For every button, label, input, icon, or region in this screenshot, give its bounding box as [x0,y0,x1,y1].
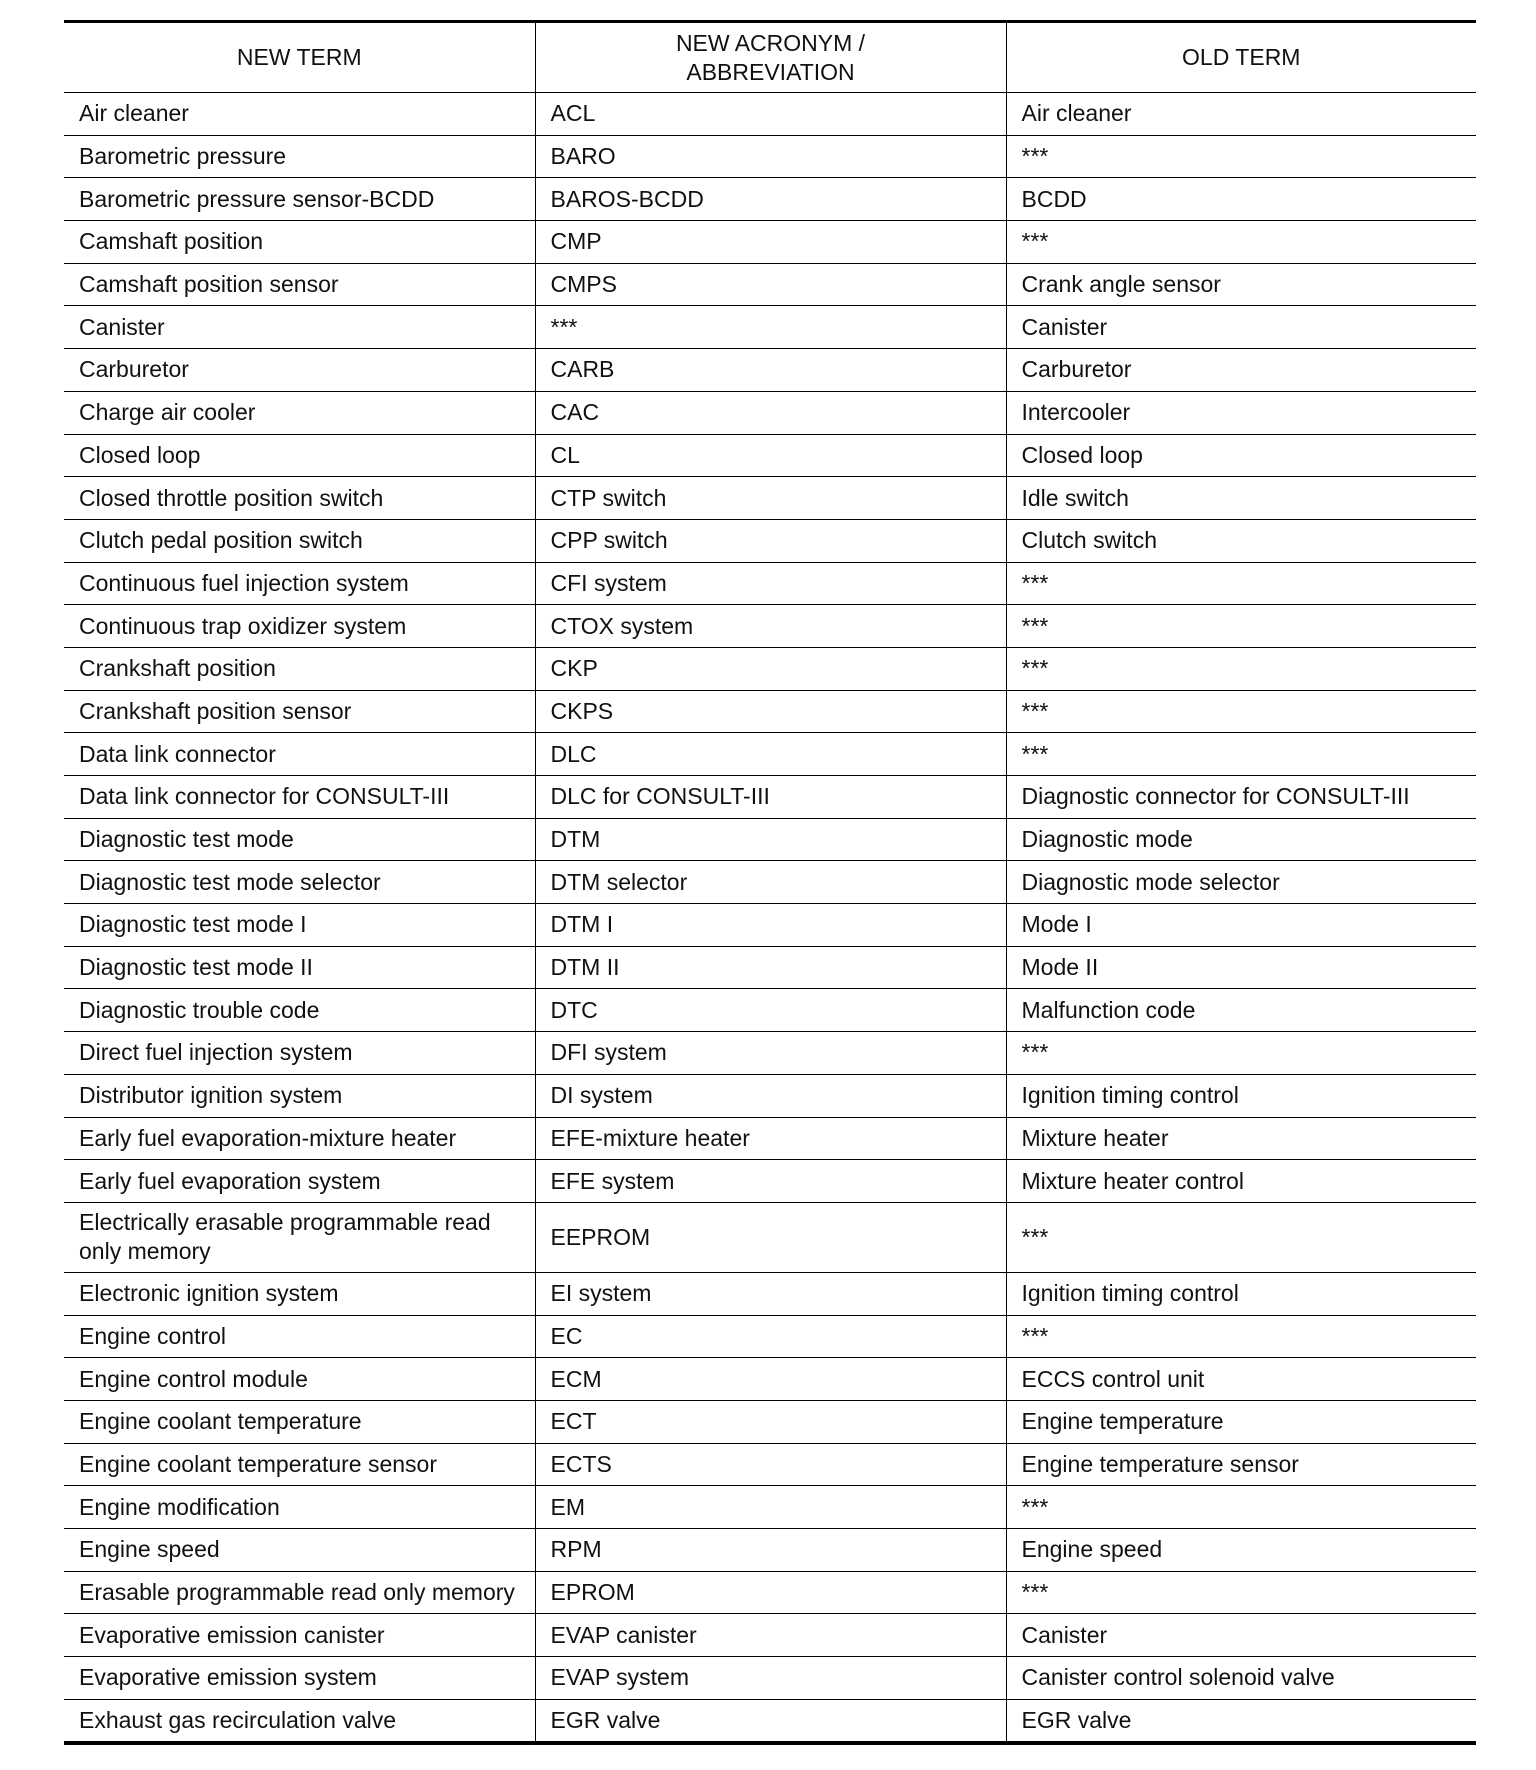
table-row [64,93,1476,136]
acronym-cell: CMPS [535,263,1006,306]
acronym-cell: EGR valve [535,1699,1006,1743]
new-term-cell: Evaporative emission canister [79,1621,385,1648]
new-term-cell: Diagnostic trouble code [79,996,320,1023]
acronym-cell: ECT [535,1400,1006,1443]
table-row [64,1443,1476,1486]
new-term-cell: Engine speed [79,1536,220,1563]
old-term-cell: *** [1006,135,1476,178]
old-term-cell: *** [1006,221,1476,264]
new-term-cell: Canister [79,313,165,340]
acronym-cell: ECTS [535,1443,1006,1486]
new-term-cell: Crankshaft position sensor [79,697,352,724]
old-term-cell: Mode I [1006,904,1476,947]
new-term-cell: Clutch pedal position switch [79,527,363,554]
table-row [64,391,1476,434]
old-term-cell: Engine temperature sensor [1006,1443,1476,1486]
acronym-cell: CTOX system [535,605,1006,648]
old-term-cell: Engine speed [1006,1529,1476,1572]
acronym-cell: DTM selector [535,861,1006,904]
new-term-cell: Carburetor [79,356,189,383]
terminology-table [64,20,1476,1745]
old-term-cell: Idle switch [1006,477,1476,520]
header-new-acronym-line1: NEW ACRONYM / [675,29,866,56]
new-term-cell: Closed loop [79,441,201,468]
terminology-sheet [64,20,1476,1745]
old-term-cell: Closed loop [1006,434,1476,477]
new-term-cell: Engine modification [79,1493,280,1520]
table-row [64,1074,1476,1117]
acronym-cell: DLC [535,733,1006,776]
old-term-cell: Intercooler [1006,391,1476,434]
new-term-cell: Diagnostic test mode selector [79,868,381,895]
acronym-cell: CMP [535,221,1006,264]
old-term-cell: Air cleaner [1006,93,1476,136]
header-old-term-label: OLD TERM [1182,44,1301,70]
acronym-cell: BAROS-BCDD [535,178,1006,221]
old-term-cell: *** [1006,1032,1476,1075]
table-row [64,519,1476,562]
old-term-cell: *** [1006,562,1476,605]
acronym-cell: DFI system [535,1032,1006,1075]
table-row [64,562,1476,605]
old-term-cell: *** [1006,647,1476,690]
table-row [64,776,1476,819]
old-term-cell: Diagnostic mode [1006,818,1476,861]
new-term-cell: Data link connector for CONSULT-III [79,783,450,810]
old-term-cell: Malfunction code [1006,989,1476,1032]
old-term-cell: Ignition timing control [1006,1272,1476,1315]
new-term-cell: Camshaft position [79,228,264,255]
table-row [64,306,1476,349]
acronym-cell: CTP switch [535,477,1006,520]
old-term-cell: Clutch switch [1006,519,1476,562]
new-term-cell: Charge air cooler [79,399,256,426]
table-header-row [64,22,1476,93]
acronym-cell: EM [535,1486,1006,1529]
acronym-cell: EEPROM [535,1202,1006,1272]
new-term-cell: Data link connector [79,740,276,767]
new-term-cell: Electrically erasable programmable read only memory [79,1209,491,1265]
table-row [64,1400,1476,1443]
new-term-cell: Barometric pressure [79,143,287,170]
new-term-cell: Engine control [79,1322,227,1349]
old-term-cell: Canister [1006,306,1476,349]
new-term-cell: Early fuel evaporation-mixture heater [79,1124,457,1151]
acronym-cell: CKP [535,647,1006,690]
header-new-acronym-line2: ABBREVIATION [686,58,855,85]
new-term-cell: Crankshaft position [79,655,276,682]
table-row [64,349,1476,392]
old-term-cell: *** [1006,733,1476,776]
old-term-cell: Crank angle sensor [1006,263,1476,306]
acronym-cell: DLC for CONSULT-III [535,776,1006,819]
new-term-cell: Closed throttle position switch [79,484,384,511]
acronym-cell: EVAP system [535,1657,1006,1700]
table-row [64,1657,1476,1700]
acronym-cell: CKPS [535,690,1006,733]
new-term-cell: Erasable programmable read only memory [79,1579,515,1606]
header-new-term [64,22,535,93]
table-row [64,1486,1476,1529]
old-term-cell: Canister control solenoid valve [1006,1657,1476,1700]
table-row [64,1202,1476,1272]
table-row [64,690,1476,733]
table-row [64,1160,1476,1203]
old-term-cell: Diagnostic mode selector [1006,861,1476,904]
table-row [64,135,1476,178]
acronym-cell: CFI system [535,562,1006,605]
acronym-cell: DTC [535,989,1006,1032]
acronym-cell: ECM [535,1358,1006,1401]
new-term-cell: Engine control module [79,1365,308,1392]
old-term-cell: Engine temperature [1006,1400,1476,1443]
table-row [64,1117,1476,1160]
table-row [64,1032,1476,1075]
table-row [64,1272,1476,1315]
new-term-cell: Engine coolant temperature sensor [79,1450,437,1477]
new-term-cell: Direct fuel injection system [79,1039,353,1066]
acronym-cell: CPP switch [535,519,1006,562]
table-row [64,818,1476,861]
table-row [64,1614,1476,1657]
acronym-cell: RPM [535,1529,1006,1572]
new-term-cell: Diagnostic test mode II [79,954,313,981]
acronym-cell: EVAP canister [535,1614,1006,1657]
acronym-cell: ACL [535,93,1006,136]
table-row [64,946,1476,989]
table-row [64,1315,1476,1358]
table-row [64,221,1476,264]
new-term-cell: Electronic ignition system [79,1280,339,1307]
table-row [64,178,1476,221]
new-term-cell: Continuous fuel injection system [79,569,409,596]
acronym-cell: EFE-mixture heater [535,1117,1006,1160]
acronym-cell: CAC [535,391,1006,434]
old-term-cell: *** [1006,1315,1476,1358]
table-row [64,904,1476,947]
acronym-cell: DI system [535,1074,1006,1117]
new-term-cell: Engine coolant temperature [79,1408,362,1435]
old-term-cell: BCDD [1006,178,1476,221]
old-term-cell: EGR valve [1006,1699,1476,1743]
table-row [64,434,1476,477]
table-row [64,647,1476,690]
new-term-cell: Continuous trap oxidizer system [79,612,407,639]
new-term-cell: Camshaft position sensor [79,271,339,298]
table-row [64,861,1476,904]
new-term-cell: Diagnostic test mode I [79,911,307,938]
new-term-cell: Evaporative emission system [79,1664,377,1691]
old-term-cell: Diagnostic connector for CONSULT-III [1006,776,1476,819]
table-row [64,989,1476,1032]
old-term-cell: Mixture heater [1006,1117,1476,1160]
old-term-cell: ECCS control unit [1006,1358,1476,1401]
old-term-cell: *** [1006,1202,1476,1272]
acronym-cell: CARB [535,349,1006,392]
table-row [64,263,1476,306]
old-term-cell: *** [1006,1486,1476,1529]
table-body [64,93,1476,1744]
new-term-cell: Early fuel evaporation system [79,1167,381,1194]
acronym-cell: DTM II [535,946,1006,989]
old-term-cell: *** [1006,690,1476,733]
new-term-cell: Exhaust gas recirculation valve [79,1707,397,1734]
old-term-cell: *** [1006,605,1476,648]
old-term-cell: Mixture heater control [1006,1160,1476,1203]
acronym-cell: DTM [535,818,1006,861]
new-term-cell: Diagnostic test mode [79,826,294,853]
table-row [64,1571,1476,1614]
header-new-acronym [535,22,1006,93]
acronym-cell: EPROM [535,1571,1006,1614]
acronym-cell: EC [535,1315,1006,1358]
old-term-cell: Mode II [1006,946,1476,989]
table-row [64,1699,1476,1743]
table-row [64,605,1476,648]
acronym-cell: EI system [535,1272,1006,1315]
acronym-cell: *** [535,306,1006,349]
table-row [64,733,1476,776]
new-term-cell: Distributor ignition system [79,1082,343,1109]
old-term-cell: Canister [1006,1614,1476,1657]
header-new-term-label: NEW TERM [236,44,362,70]
table-row [64,1529,1476,1572]
acronym-cell: EFE system [535,1160,1006,1203]
old-term-cell: Ignition timing control [1006,1074,1476,1117]
header-old-term [1006,22,1476,93]
acronym-cell: DTM I [535,904,1006,947]
table-row [64,477,1476,520]
acronym-cell: CL [535,434,1006,477]
old-term-cell: Carburetor [1006,349,1476,392]
new-term-cell: Air cleaner [79,100,189,127]
table-row [64,1358,1476,1401]
acronym-cell: BARO [535,135,1006,178]
old-term-cell: *** [1006,1571,1476,1614]
new-term-cell: Barometric pressure sensor-BCDD [79,185,435,212]
